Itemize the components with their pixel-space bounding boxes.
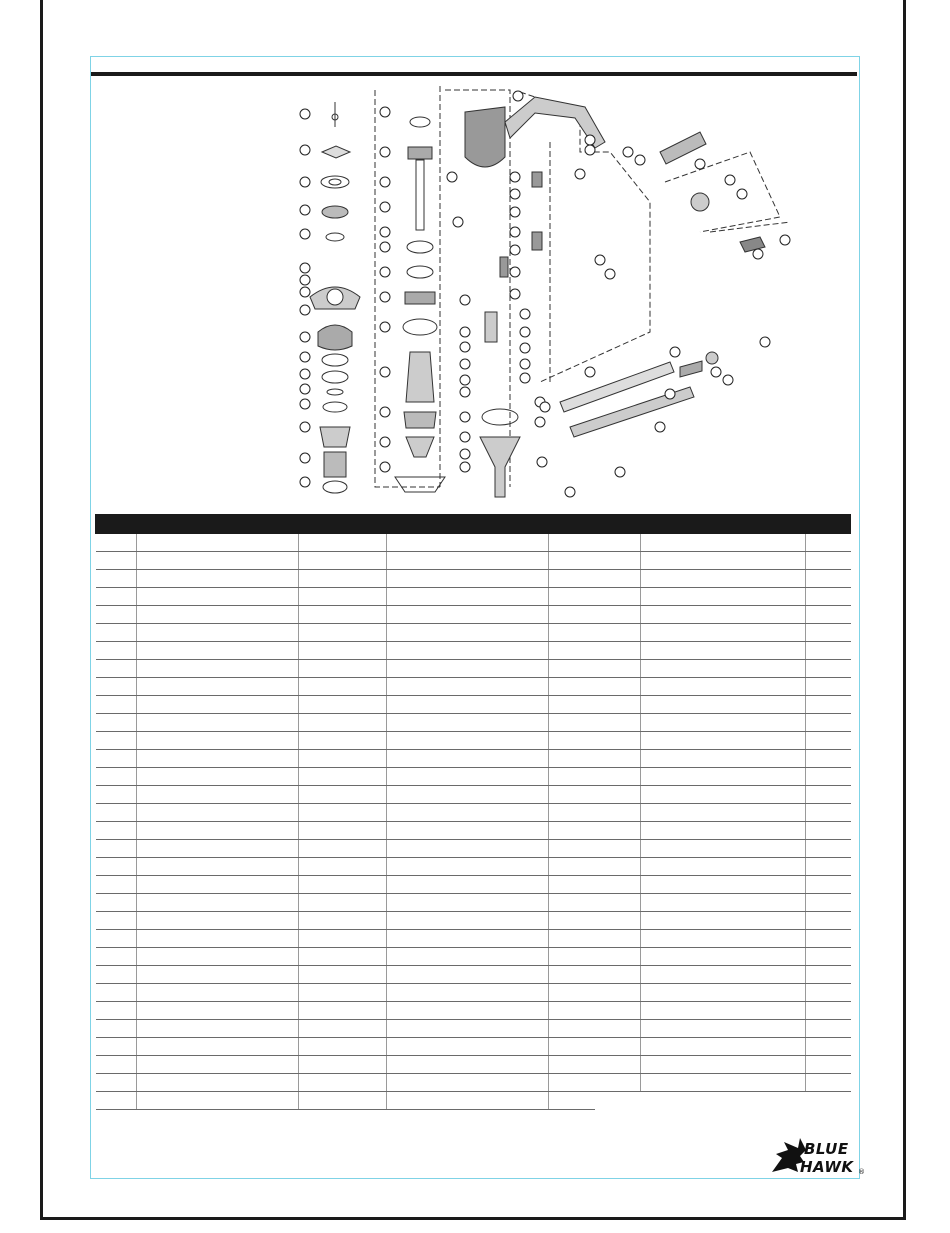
table-row (339, 1056, 595, 1074)
table-row (339, 1074, 595, 1092)
parts-table-left (95, 514, 339, 1110)
blue-hawk-logo (770, 1134, 866, 1180)
table-row (595, 858, 851, 876)
table-row (96, 858, 339, 876)
table-row (96, 894, 339, 912)
table-row (96, 930, 339, 948)
table-row (96, 750, 339, 768)
table-row (96, 948, 339, 966)
table-row (595, 894, 851, 912)
table-row (96, 1002, 339, 1020)
table-row (339, 840, 595, 858)
table-row (96, 804, 339, 822)
table-row (96, 678, 339, 696)
table-row (595, 624, 851, 642)
table-row (96, 570, 339, 588)
table-row (339, 1092, 595, 1110)
parts-table-middle (338, 514, 595, 1110)
table-row (339, 804, 595, 822)
table-row (339, 1002, 595, 1020)
table-row (595, 1038, 851, 1056)
table-row (595, 912, 851, 930)
table-row (339, 876, 595, 894)
table-row (595, 948, 851, 966)
table-row (595, 642, 851, 660)
table-row (595, 660, 851, 678)
table-row (339, 894, 595, 912)
table-row (96, 1074, 339, 1092)
table-row (96, 660, 339, 678)
table-row (595, 966, 851, 984)
table-row (96, 714, 339, 732)
table-row (595, 678, 851, 696)
table-row (96, 696, 339, 714)
table-row (96, 732, 339, 750)
table-row (96, 984, 339, 1002)
table-row (339, 786, 595, 804)
table-row (595, 732, 851, 750)
table-row (339, 948, 595, 966)
table-row (96, 822, 339, 840)
table-row (595, 984, 851, 1002)
table-row (595, 786, 851, 804)
table-row (339, 624, 595, 642)
table-row (339, 606, 595, 624)
exploded-parts-diagram (280, 82, 800, 502)
parts-table-right (594, 514, 851, 1092)
table-row (595, 534, 851, 552)
table-row (339, 660, 595, 678)
table-row (339, 768, 595, 786)
table-row (339, 588, 595, 606)
table-row (339, 732, 595, 750)
table-row (96, 786, 339, 804)
table-row (96, 876, 339, 894)
table-row (595, 750, 851, 768)
table-row (339, 822, 595, 840)
table-header-row (339, 515, 595, 534)
table-row (595, 714, 851, 732)
table-row (595, 570, 851, 588)
table-row (339, 642, 595, 660)
table-row (595, 588, 851, 606)
table-row (595, 1002, 851, 1020)
brand-name-line2: HAWK (800, 1158, 854, 1176)
table-row (339, 966, 595, 984)
table-row (595, 804, 851, 822)
table-row (96, 642, 339, 660)
table-row (96, 606, 339, 624)
table-row (96, 588, 339, 606)
table-row (595, 606, 851, 624)
table-row (96, 1056, 339, 1074)
table-row (339, 1020, 595, 1038)
table-row (339, 750, 595, 768)
table-row (96, 966, 339, 984)
table-row (339, 930, 595, 948)
table-row (339, 552, 595, 570)
table-row (595, 1020, 851, 1038)
table-row (339, 984, 595, 1002)
table-row (339, 570, 595, 588)
table-row (96, 1038, 339, 1056)
table-row (339, 858, 595, 876)
table-header-row (96, 515, 339, 534)
table-row (595, 840, 851, 858)
brand-name-line1: BLUE (804, 1140, 849, 1158)
table-row (96, 768, 339, 786)
table-row (339, 714, 595, 732)
table-row (339, 678, 595, 696)
header-rule (91, 72, 857, 76)
table-row (595, 768, 851, 786)
table-row (339, 912, 595, 930)
table-row (96, 624, 339, 642)
table-row (595, 876, 851, 894)
table-row (96, 534, 339, 552)
table-row (595, 552, 851, 570)
table-row (96, 1092, 339, 1110)
table-row (96, 912, 339, 930)
table-row (595, 1056, 851, 1074)
table-row (595, 1074, 851, 1092)
table-header-row (595, 515, 851, 534)
table-row (339, 1038, 595, 1056)
registered-mark: ® (858, 1168, 865, 1176)
table-row (339, 696, 595, 714)
table-row (339, 534, 595, 552)
table-row (595, 696, 851, 714)
table-row (96, 1020, 339, 1038)
table-row (595, 822, 851, 840)
table-row (96, 552, 339, 570)
table-row (595, 930, 851, 948)
table-row (96, 840, 339, 858)
